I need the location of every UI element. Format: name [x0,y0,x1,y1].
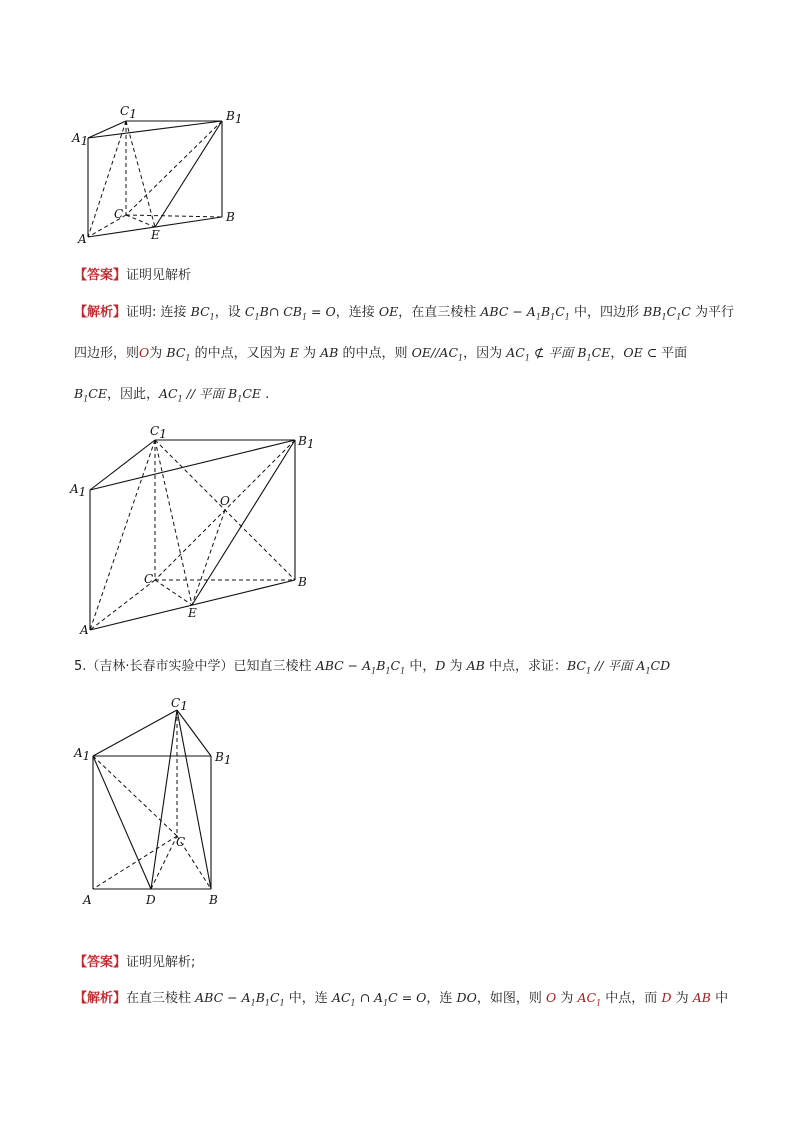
text-segment: 中 [710,991,729,1006]
text-segment: 中点，求证： [484,659,567,674]
label-c1: C1 [120,104,137,121]
text-segment: 中， [405,659,436,674]
text-segment: 四边形，则 [74,346,140,361]
text-segment: 为 [298,346,321,361]
text-segment: ，因为 [463,346,507,361]
analysis-2-line-1 [74,988,728,1014]
math-quad: $BB_1C_1C$ [643,304,691,322]
label-a1: A1 [74,746,91,763]
text-segment: 为 [445,659,467,674]
analysis-1-line-1 [74,302,734,328]
text-segment: 已知直三棱柱 [233,659,316,674]
prism-3-diagram [70,695,250,910]
label-a: A [78,232,87,246]
label-c: C [176,835,186,849]
prism-1-diagram [60,100,260,250]
math-oe: OE [378,304,399,319]
answer-2 [74,953,195,973]
text-segment: . [261,387,270,402]
figure-prism-3 [70,695,250,910]
answer-tag: 【答案】 [74,955,127,970]
text-segment: ，如图，则 [476,991,546,1006]
text-segment: 为 [149,346,167,361]
math-conclusion: $AC_1$ // 平面 $B_1CE$ [159,386,262,404]
math-ab: AB [320,345,339,360]
math-o: O [139,345,150,360]
analysis-1-line-3 [74,384,269,410]
problem-source: （吉林·长春市实验中学） [86,659,234,674]
math-bc1: $BC_1$ [166,345,191,363]
math-ac1: $AC_1$ [577,990,602,1008]
text-segment: 中点，而 [601,991,662,1006]
math-e: E [289,345,299,360]
prism-2-diagram [60,420,330,640]
text-segment: ，连 [426,991,457,1006]
problem-5 [74,656,670,682]
text-segment: ，连接 [335,305,379,320]
math-o: O [545,990,557,1005]
text-segment: 中，四边形 [569,305,644,320]
label-a1: A1 [70,482,87,499]
label-b1: B1 [215,750,232,767]
label-a: A [83,893,92,907]
figure-prism-2 [60,420,330,640]
analysis-tag: 【解析】 [74,991,127,1006]
math-prism: ABC − $A_1B_1C_1$ [480,304,570,322]
math-oe-subset: OE ⊂ [623,345,662,360]
answer-tag: 【答案】 [74,268,127,283]
label-b: B [298,575,307,589]
label-b1: B1 [226,109,243,126]
label-a1: A1 [72,131,89,148]
text-segment: 平面 [661,346,688,361]
math-intersection: $C_1B\cap$ $CB_1 = O$ [244,304,336,322]
math-do: DO [456,990,477,1005]
text-segment: 为 [556,991,578,1006]
text-segment: ，因此， [106,387,159,402]
answer-text: 证明见解析 [126,268,192,283]
answer-text: 证明见解析; [126,955,196,970]
analysis-1-line-2 [74,343,687,369]
text-segment: 的中点，又因为 [190,346,290,361]
text-segment: 为 [671,991,693,1006]
text-segment: 为平行 [690,305,735,320]
label-b1: B1 [298,434,315,451]
problem-number: 5. [74,659,87,674]
text-segment: ，设 [214,305,245,320]
label-b: B [226,210,235,224]
math-goal: $BC_1$ // 平面 $A_1CD$ [567,658,671,676]
math-ab: AB [692,990,711,1005]
math-oe-parallel: $OE//AC_1$ [411,345,464,363]
text-segment: ， [610,346,624,361]
math-prism: ABC − $A_1B_1C_1$ [315,658,406,676]
math-ac1-not-in: $AC_1$ ⊄ 平面 $B_1CE$ [506,345,611,363]
label-o: O [220,494,230,508]
text-segment: 证明: 连接 [126,305,191,320]
text-segment: 的中点，则 [338,346,412,361]
label-c: C [144,572,154,586]
math-d: D [661,990,672,1005]
answer-1 [74,266,191,286]
text-segment: 在直三棱柱 [126,991,196,1006]
figure-prism-1 [60,100,260,250]
label-b: B [209,893,218,907]
math-ab: AB [466,658,485,673]
label-c: C [114,207,124,221]
text-segment: ，在直三棱柱 [398,305,481,320]
label-d: D [146,893,156,907]
analysis-tag: 【解析】 [74,305,127,320]
label-e: E [188,606,197,620]
math-intersection: $AC_1$ ∩ $A_1C = O$ [331,990,427,1008]
math-d: D [435,658,446,673]
label-a: A [80,623,89,637]
math-bc1: $BC_1$ [190,304,215,322]
label-e: E [151,228,160,242]
text-segment: 中，连 [284,991,332,1006]
math-prism: ABC − $A_1B_1C_1$ [195,990,285,1008]
label-c1: C1 [171,696,188,713]
math-b1ce: $B_1CE$ [74,386,107,404]
label-c1: C1 [150,424,167,441]
